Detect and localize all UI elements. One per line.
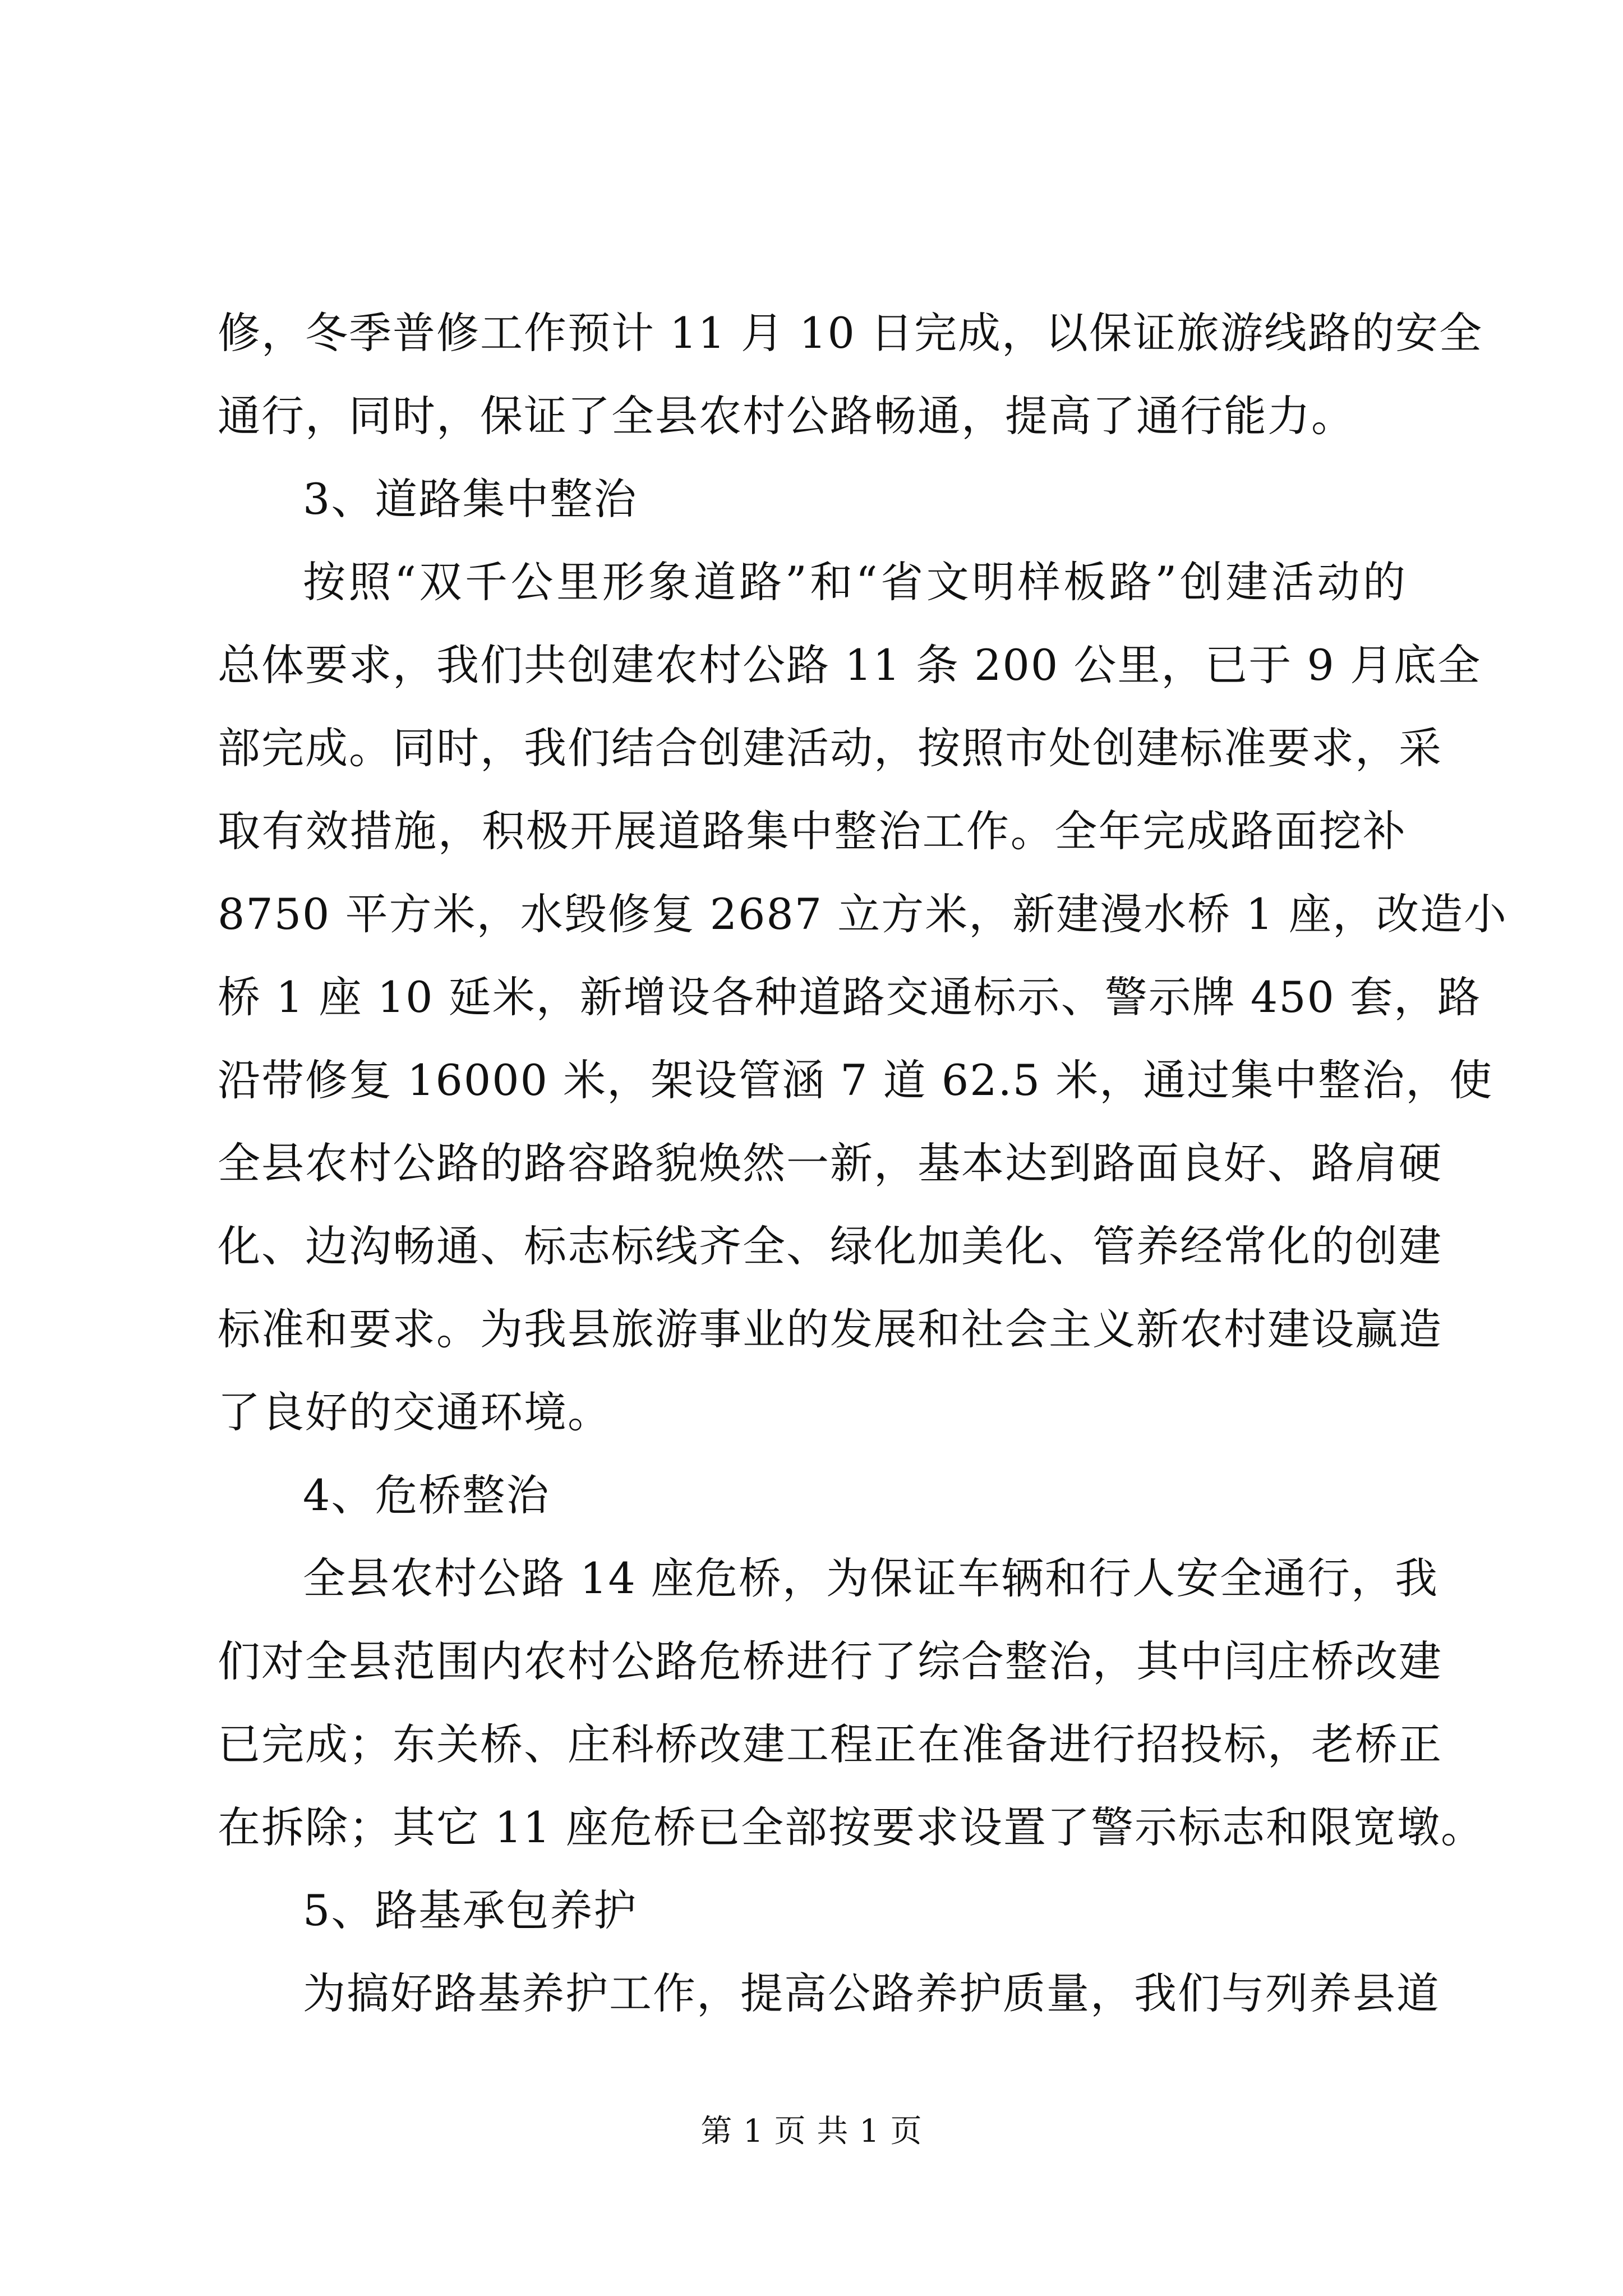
text-line: 为搞好路基养护工作，提高公路养护质量，我们与列养县道 <box>303 1968 1440 2018</box>
text-line: 沿带修复 16000 米，架设管涵 7 道 62.5 米，通过集中整治，使 <box>218 1055 1493 1105</box>
text-line: 部完成。同时，我们结合创建活动，按照市处创建标准要求，采 <box>218 723 1442 773</box>
text-line: 取有效措施，积极开展道路集中整治工作。全年完成路面挖补 <box>218 806 1407 856</box>
section-heading: 3、道路集中整治 <box>303 474 638 524</box>
text-line: 按照“双千公里形象道路”和“省文明样板路”创建活动的 <box>303 557 1407 607</box>
text-line: 8750 平方米，水毁修复 2687 立方米，新建漫水桥 1 座，改造小 <box>218 889 1507 939</box>
text-line: 化、边沟畅通、标志标线齐全、绿化加美化、管养经常化的创建 <box>218 1221 1442 1271</box>
text-line: 修，冬季普修工作预计 11 月 10 日完成，以保证旅游线路的安全 <box>218 308 1483 358</box>
text-line: 们对全县范围内农村公路危桥进行了综合整治，其中闫庄桥改建 <box>218 1636 1442 1686</box>
text-line: 已完成；东关桥、庄科桥改建工程正在准备进行招投标，老桥正 <box>218 1719 1442 1769</box>
text-line: 全县农村公路 14 座危桥，为保证车辆和行人安全通行，我 <box>303 1553 1439 1603</box>
text-line: 通行，同时，保证了全县农村公路畅通，提高了通行能力。 <box>218 391 1355 441</box>
text-line: 全县农村公路的路容路貌焕然一新，基本达到路面良好、路肩硬 <box>218 1138 1442 1188</box>
section-heading: 5、路基承包养护 <box>303 1885 638 1935</box>
page-footer: 第 1 页 共 1 页 <box>700 2113 923 2150</box>
section-heading: 4、危桥整治 <box>303 1470 550 1520</box>
text-line: 在拆除；其它 11 座危桥已全部按要求设置了警示标志和限宽墩。 <box>218 1802 1485 1852</box>
text-line: 标准和要求。为我县旅游事业的发展和社会主义新农村建设赢造 <box>218 1304 1442 1354</box>
text-line: 了良好的交通环境。 <box>218 1387 611 1437</box>
text-line: 桥 1 座 10 延米，新增设各种道路交通标示、警示牌 450 套，路 <box>218 972 1482 1022</box>
document-body <box>218 292 1507 2035</box>
text-line: 总体要求，我们共创建农村公路 11 条 200 公里，已于 9 月底全 <box>218 640 1482 690</box>
